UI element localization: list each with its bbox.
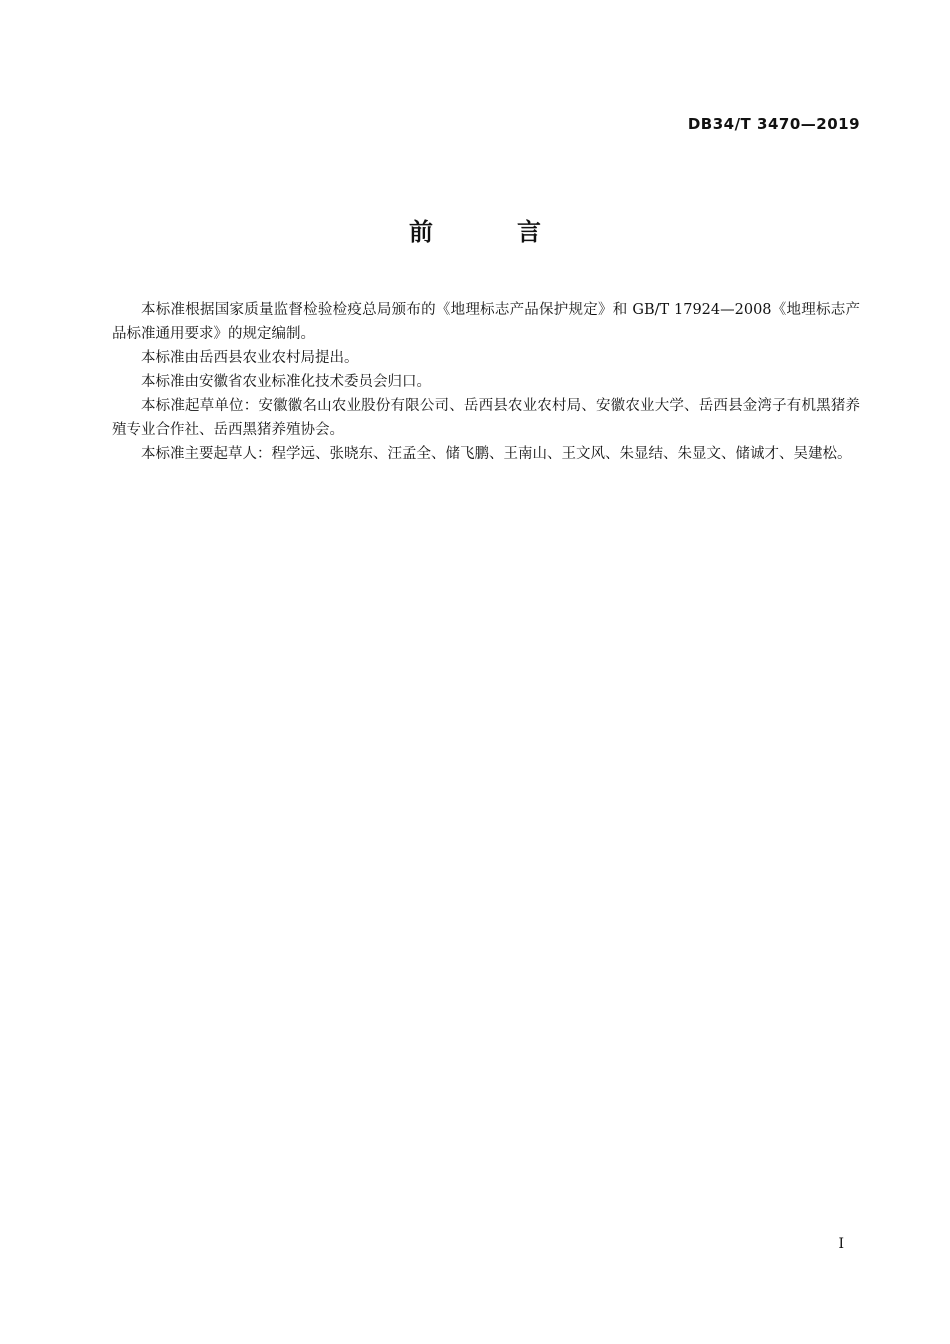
paragraph-basis: 本标准根据国家质量监督检验检疫总局颁布的《地理标志产品保护规定》和 GB/T 17924—2008《地理标志产品标准通用要求》的规定编制。 bbox=[112, 302, 860, 342]
page-number: I bbox=[838, 1236, 844, 1252]
paragraph-proposer: 本标准由岳西县农业农村局提出。 bbox=[141, 350, 359, 366]
paragraph-drafters: 本标准主要起草人：程学远、张晓东、汪孟全、储飞鹏、王南山、王文风、朱显结、朱显文、储诚才、吴建松。 bbox=[141, 446, 852, 462]
foreword-body bbox=[112, 298, 860, 466]
paragraph-drafting-units: 本标准起草单位：安徽徽名山农业股份有限公司、岳西县农业农村局、安徽农业大学、岳西县金湾子有机黑猪养殖专业合作社、岳西黑猪养殖协会。 bbox=[112, 398, 860, 438]
section-title: 前 言 bbox=[409, 218, 571, 246]
paragraph-committee: 本标准由安徽省农业标准化技术委员会归口。 bbox=[141, 374, 431, 390]
standard-code: DB34/T 3470—2019 bbox=[687, 115, 860, 133]
